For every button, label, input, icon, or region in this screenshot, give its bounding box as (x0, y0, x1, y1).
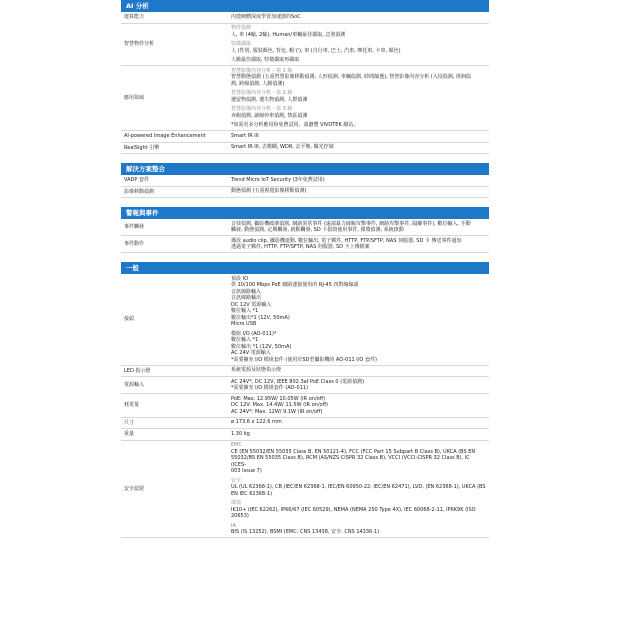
spec-label: 尺寸 (124, 419, 135, 426)
spec-block (231, 25, 486, 38)
spec-label: VADP 套件 (124, 177, 149, 183)
spec-row (121, 441, 489, 539)
spec-block (231, 133, 486, 140)
spec-value (228, 131, 489, 142)
spec-line: UL (UL 62368-1), CB (IEC/EN 62368-1, IEC/EN 60950-22, IEC/EN 62471), LVD, (EN 62368-1), UKCA (BS (231, 484, 486, 490)
spec-line: 觸發, 動態偵測, 定期觸發, 啟動觸發, SD 卡損毀使用事件, 循環偵測, 系統啟動 (231, 227, 404, 233)
spec-label: 運算能力 (124, 14, 145, 20)
spec-line: 1.30 kg (231, 430, 250, 437)
spec-block (231, 177, 486, 184)
spec-label: AI-powered Image Enhancement (124, 133, 206, 139)
spec-line: 55032/BS EN 55035 Class B), RCM (AS/NZS CISPR 32 Class B), VCCI (VCCI-CISPR 32 Class B), IC (ICES- (231, 455, 472, 468)
spec-row (121, 12, 489, 24)
spec-block (231, 144, 486, 151)
spec-line: 透過電子郵件, HTTP, FTP/SFTP, NAS 伺服器, SD 卡上傳檔案 (231, 244, 370, 250)
spec-line: AC 24V*, DC 12V, IEEE 802.3af PoE Class 0 (電源偵測) (231, 378, 365, 385)
spec-subtitle: EMC (231, 442, 242, 448)
spec-row (121, 274, 489, 366)
spec-line: 內建硬體深度學習加速器的SoC (231, 13, 301, 20)
spec-subtitle: 智慧影像內容分析 - 第 2 級 (231, 90, 293, 96)
section-gap (121, 253, 489, 262)
spec-block (231, 478, 486, 498)
spec-line: Micro USB (231, 321, 257, 327)
section-title: 警報與事件 (121, 207, 489, 219)
spec-block (231, 500, 486, 520)
section-gap (121, 154, 489, 163)
spec-line: 系統電源及狀態指示燈 (231, 367, 282, 373)
spec-line: DC 12V: Max. 14.4W/ 11.5W (IR on/off) (231, 402, 328, 408)
spec-line: 數位輸入 *1 (231, 337, 259, 343)
spec-block (231, 238, 486, 251)
spec-row (121, 219, 489, 236)
spec-row (121, 366, 489, 378)
spec-line: *需要擴充 I/O 模組套件 (AO-011) (231, 385, 309, 391)
spec-line: Smart IR III, 去模糊, WDR, 去平衡, 曝光控制 (231, 144, 334, 150)
spec-line: 人, 車 (4輪, 2輪), Human/車輛最佳擷取, 急煞偵測 (231, 31, 346, 38)
spec-line: DC 12V 電源輸入 (231, 301, 272, 308)
spec-row (121, 394, 489, 418)
spec-line: BIS (IS 13252), BSMI (EMC: CNS 13438, 安全: CNS 14336-1) (231, 529, 380, 535)
spec-block (231, 367, 486, 374)
spec-line: 數位輸入 *1 (231, 308, 259, 314)
spec-subtitle: 物件偵測 (231, 25, 252, 31)
spec-line: *需要擴充 I/O 模組套件 (使用於SD型攝影機的 AO-011 I/O 套件) (231, 356, 377, 363)
spec-value (228, 12, 489, 23)
spec-line: IK10+ (IEC 62262), IP66/67 (IEC 60529), NEMA (NEMA 250 Type 4X), IEC 60068-2-11, IP6K9K (ISO 20653) (231, 506, 478, 519)
spec-label: 接頭 (124, 316, 135, 322)
spec-subtitle: 安全 (231, 477, 242, 484)
spec-block (231, 90, 486, 103)
spec-value (228, 175, 489, 186)
spec-block (231, 57, 486, 64)
spec-value (228, 429, 489, 440)
spec-row (121, 429, 489, 441)
spec-value (228, 66, 489, 130)
spec-line: Smart IR III (231, 132, 259, 139)
spec-line: 音訊線路輸入 (231, 288, 262, 295)
spec-section (121, 163, 489, 198)
spec-line: 音效偵測, 攝影機破壞偵測, 網路異常事件 (遠端暴力破解攻擊事件, 網路攻擊事件, 隔離事件), 數位輸入, 手動 (231, 220, 471, 227)
spec-value (228, 187, 489, 198)
spec-line: 遺留物偵測, 遺失物偵測, 人群偵測 (231, 96, 308, 103)
spec-row (121, 143, 489, 155)
spec-line: 奔跑偵測, 讀線停車偵測, 禁區偵測 (231, 112, 308, 119)
spec-block (231, 276, 486, 328)
spec-line: 人 (性別, 服裝顏色, 背包, 帽子), 車 (自行車, 巴士, 汽車, 摩托車, 卡車, 顏色) (231, 47, 401, 54)
spec-line: 供 10/100 Mbps PoE 網路連接使用的 RJ-45 四對線線頭 (231, 282, 359, 288)
spec-block (231, 106, 486, 119)
spec-row (121, 24, 489, 67)
spec-block (231, 14, 486, 21)
spec-line: 數位輸出*1 (12V, 50mA) (231, 314, 290, 321)
spec-line: *如需更多分析應用和免費試用，請瀏覽 VIVOTEK 網站。 (231, 122, 359, 128)
spec-line: Trend Micro IoT Security (3年免費試用) (231, 176, 325, 183)
spec-label: RealSight 引擎 (124, 144, 160, 151)
spec-block (231, 68, 486, 88)
spec-row (121, 236, 489, 253)
spec-value (228, 418, 489, 429)
spec-row (121, 131, 489, 143)
spec-line: ø 173.6 x 122.6 mm (231, 419, 282, 425)
spec-value (228, 219, 489, 235)
spec-label: 電源輸入 (124, 381, 145, 388)
spec-row (121, 377, 489, 394)
spec-line: CE (EN 55032/EN 55035 Class B, EN 50121-4), FCC (FCC Part 15 Subpart B Class B), UKCA (BS EN (231, 448, 476, 455)
spec-block (231, 188, 486, 195)
section-title: 解決方案整合 (121, 163, 489, 175)
spec-line: EN IEC 62368-1) (231, 490, 273, 497)
spec-block (231, 431, 486, 438)
spec-label: 智慧物件分析 (124, 41, 155, 47)
spec-block (231, 379, 486, 392)
spec-section (121, 262, 489, 538)
spec-block (231, 396, 486, 416)
spec-subtitle: 環境 (231, 500, 242, 506)
spec-line: 數位輸出 *1 (12V, 50mA) (231, 343, 292, 350)
spec-value (228, 274, 489, 365)
spec-line: 播放 audio clip, 攝影機連動, 數位輸出, 電子郵件, HTTP, FTP/SFTP, NAS 伺服器, SD 卡 傳送事件通知 (231, 237, 462, 244)
spec-value (228, 394, 489, 417)
spec-block (231, 442, 486, 475)
spec-line: PoE: Max. 12.95W/ 10.05W (IR on/off) (231, 395, 326, 402)
spec-line: 智慧動態偵測 (五重智慧影像移動偵測, 人形偵測, 車輛偵測, 時間篩選), 智慧影像內容分析 (入侵偵測, 徘徊偵 (231, 74, 471, 80)
spec-subtitle: 智慧影像內容分析 - 第 1 級 (231, 67, 293, 74)
section-gap (121, 198, 489, 207)
spec-row (121, 418, 489, 430)
spec-section (121, 0, 489, 154)
spec-block (231, 41, 486, 54)
spec-line: AC 24V*: Max. 12W/ 9.1W (IR on/off) (231, 408, 323, 415)
spec-label: 安全認證 (124, 485, 145, 492)
spec-subtitle: IA (231, 522, 236, 529)
spec-value (228, 366, 489, 377)
spec-row (121, 66, 489, 131)
spec-label: 重量 (124, 431, 135, 437)
spec-subtitle: 特徵擷取 (231, 41, 252, 47)
spec-line: 預設 IO (231, 275, 248, 282)
spec-block (231, 331, 486, 364)
spec-line: 音訊線路輸出 (231, 295, 262, 301)
spec-value (228, 377, 489, 393)
spec-value (228, 236, 489, 252)
spec-block (231, 523, 486, 536)
spec-label: 事件觸發 (124, 223, 145, 230)
spec-line: 003 Issue 7) (231, 468, 262, 474)
spec-label: 事件動作 (124, 240, 145, 247)
spec-label: 應用領域 (124, 94, 145, 101)
spec-block (231, 221, 486, 234)
spec-row (121, 187, 489, 199)
section-title: AI 分析 (121, 0, 489, 12)
spec-label: LED 指示燈 (124, 367, 151, 374)
spec-label: 耗電量 (124, 402, 140, 408)
spec-label: 影像移動偵測 (124, 188, 155, 195)
spec-row (121, 175, 489, 187)
spec-line: AC 24V 電源輸入 (231, 350, 271, 356)
spec-section (121, 207, 489, 253)
spec-value (228, 24, 489, 66)
spec-line: 測, 跨線偵測, 人臉偵測) (231, 80, 285, 87)
spec-line: 人臉最佳擷取, 特徵擷取再擷取 (231, 57, 300, 63)
spec-line: 動態偵測 (五重視覺影像移動偵測) (231, 188, 307, 194)
spec-line: 模組 I/O (AO-011)* (231, 330, 277, 337)
spec-sheet (121, 0, 489, 538)
spec-block (231, 122, 486, 129)
section-title: 一般 (121, 262, 489, 274)
spec-subtitle: 智慧影像內容分析 - 第 3 級 (231, 106, 293, 112)
spec-value (228, 441, 489, 538)
spec-value (228, 143, 489, 154)
spec-block (231, 419, 486, 426)
